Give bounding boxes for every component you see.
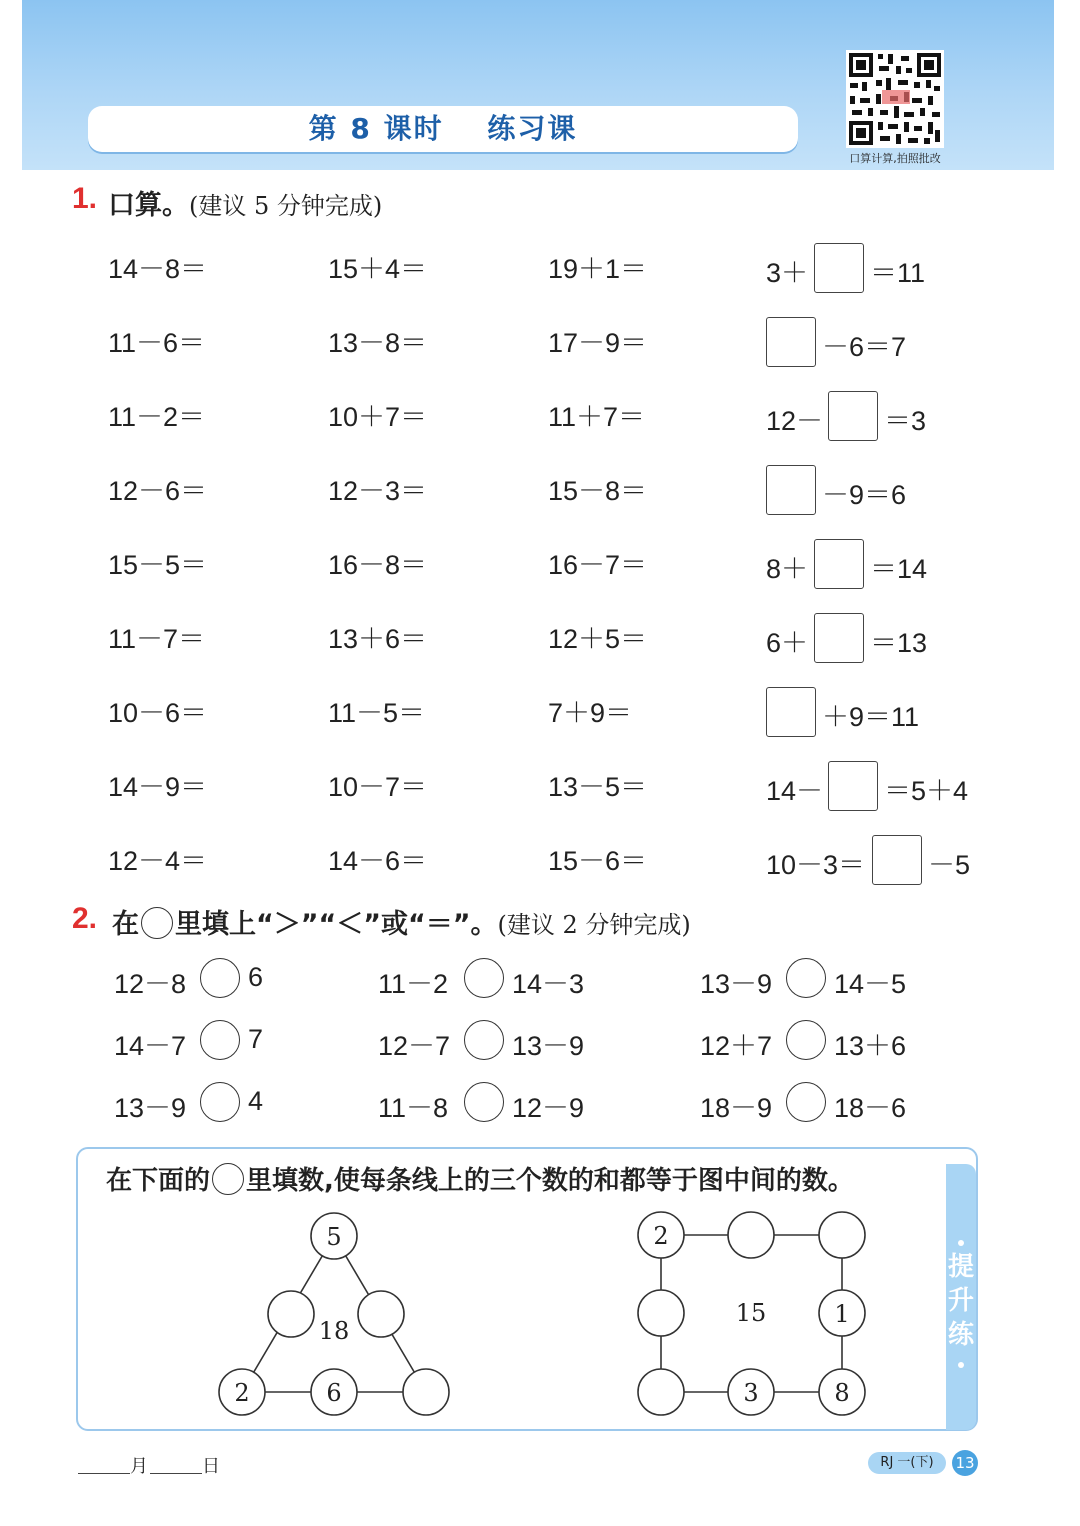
day-blank[interactable] — [150, 1473, 202, 1474]
section-1-label: 口算。 — [108, 190, 189, 221]
compare-left: 11－8 — [378, 1093, 449, 1123]
equation: 11－2＝ — [108, 402, 206, 432]
equation: 11－6＝ — [108, 328, 206, 358]
equation-part: 6＋ — [766, 628, 809, 658]
compare-right: 13＋6 — [834, 1031, 907, 1061]
section-2-number: 2. — [72, 902, 98, 935]
equation: 10＋7＝ — [328, 402, 428, 432]
month-blank[interactable] — [78, 1473, 130, 1474]
equation: 11－5＝ — [328, 698, 426, 728]
compare-left: 12－8 — [114, 969, 187, 999]
compare-left: 13－9 — [114, 1093, 187, 1123]
equation-part: 8＋ — [766, 554, 809, 584]
equation-part: ＋9＝11 — [822, 702, 920, 732]
equation-part: ＝13 — [870, 628, 928, 658]
equation: 7＋9＝ — [548, 698, 633, 728]
equation-part: －9＝6 — [822, 480, 907, 510]
lesson-number: 第 8 课时 — [308, 112, 444, 145]
equation-part: －5 — [928, 850, 971, 880]
section-2-label-a: 在 — [112, 909, 139, 940]
compare-left: 12－7 — [378, 1031, 451, 1061]
compare-right: 12－9 — [512, 1093, 585, 1123]
square-right-mid-value: 1 — [834, 1300, 850, 1328]
equation: 15－5＝ — [108, 550, 208, 580]
equation: 12－6＝ — [108, 476, 208, 506]
section-2-note: (建议 2 分钟完成) — [497, 911, 691, 939]
equation: 12－4＝ — [108, 846, 208, 876]
equation: 13－5＝ — [548, 772, 648, 802]
equation-part: ＝5＋4 — [884, 776, 969, 806]
equation-part: 14－ — [766, 776, 824, 806]
square-top-right-circle[interactable] — [819, 1212, 865, 1258]
square-bottom-left-circle[interactable] — [638, 1369, 684, 1415]
equation-part: 3＋ — [766, 258, 809, 288]
equation: 15＋4＝ — [328, 254, 428, 284]
equation-part: ＝14 — [870, 554, 928, 584]
compare-left: 12＋7 — [700, 1031, 773, 1061]
equation: 14－6＝ — [328, 846, 428, 876]
compare-right: 6 — [248, 962, 264, 992]
month-label: 月 — [130, 1456, 148, 1477]
square-center-value: 15 — [735, 1299, 767, 1327]
equation-part: 12－ — [766, 406, 824, 436]
section-1-number: 1. — [72, 182, 98, 215]
equation: 19＋1＝ — [548, 254, 648, 284]
compare-left: 14－7 — [114, 1031, 187, 1061]
compare-right: 13－9 — [512, 1031, 585, 1061]
lesson-title: 练习课 — [487, 112, 578, 145]
equation-part: ＝11 — [870, 258, 926, 288]
triangle-left-circle[interactable] — [268, 1291, 314, 1337]
equation: 11－7＝ — [108, 624, 206, 654]
square-left-mid-circle[interactable] — [638, 1290, 684, 1336]
equation-part: ＝3 — [884, 406, 927, 436]
equation: 16－8＝ — [328, 550, 428, 580]
equation: 17－9＝ — [548, 328, 648, 358]
square-top-mid-circle[interactable] — [728, 1212, 774, 1258]
challenge-text-b: 里填数,使每条线上的三个数的和都等于图中间的数。 — [246, 1166, 854, 1196]
equation-part: 10－3＝ — [766, 850, 866, 880]
triangle-bottom-mid-value: 6 — [326, 1379, 342, 1407]
square-top-left-value: 2 — [653, 1222, 669, 1250]
side-label-char: 练 — [947, 1320, 974, 1350]
triangle-bottom-left-value: 2 — [234, 1379, 250, 1407]
equation: 13＋6＝ — [328, 624, 428, 654]
equation: 16－7＝ — [548, 550, 648, 580]
triangle-bottom-right-circle[interactable] — [403, 1369, 449, 1415]
compare-left: 11－2 — [378, 969, 449, 999]
equation: 10－6＝ — [108, 698, 208, 728]
equation: 14－8＝ — [108, 254, 208, 284]
equation-part: －6＝7 — [822, 332, 907, 362]
triangle-center-value: 18 — [318, 1317, 350, 1345]
compare-right: 18－6 — [834, 1093, 907, 1123]
equation: 15－8＝ — [548, 476, 648, 506]
compare-right: 7 — [248, 1024, 264, 1054]
compare-left: 13－9 — [700, 969, 773, 999]
triangle-right-circle[interactable] — [358, 1291, 404, 1337]
day-label: 日 — [202, 1456, 220, 1477]
equation: 11＋7＝ — [548, 402, 646, 432]
side-label-char: 提 — [947, 1252, 974, 1282]
square-bottom-right-value: 8 — [834, 1379, 850, 1407]
edition-badge: RJ 一(下) — [868, 1452, 946, 1474]
equation: 13－8＝ — [328, 328, 428, 358]
equation: 14－9＝ — [108, 772, 208, 802]
side-label-char: 升 — [947, 1286, 974, 1316]
challenge-text-a: 在下面的 — [106, 1166, 211, 1196]
qr-caption: 口算计算,拍照批改 — [849, 152, 941, 165]
section-1-note: (建议 5 分钟完成) — [189, 192, 383, 220]
compare-left: 18－9 — [700, 1093, 773, 1123]
square-bottom-mid-value: 3 — [743, 1379, 759, 1407]
compare-right: 14－3 — [512, 969, 585, 999]
compare-right: 14－5 — [834, 969, 907, 999]
page-number: 13 — [952, 1450, 978, 1476]
triangle-top-value: 5 — [326, 1223, 342, 1251]
equation: 10－7＝ — [328, 772, 428, 802]
equation: 12－3＝ — [328, 476, 428, 506]
section-2-label-b: 里填上“＞”“＜”或“＝”。 — [175, 909, 498, 940]
compare-right: 4 — [248, 1086, 264, 1116]
equation: 15－6＝ — [548, 846, 648, 876]
equation: 12＋5＝ — [548, 624, 648, 654]
